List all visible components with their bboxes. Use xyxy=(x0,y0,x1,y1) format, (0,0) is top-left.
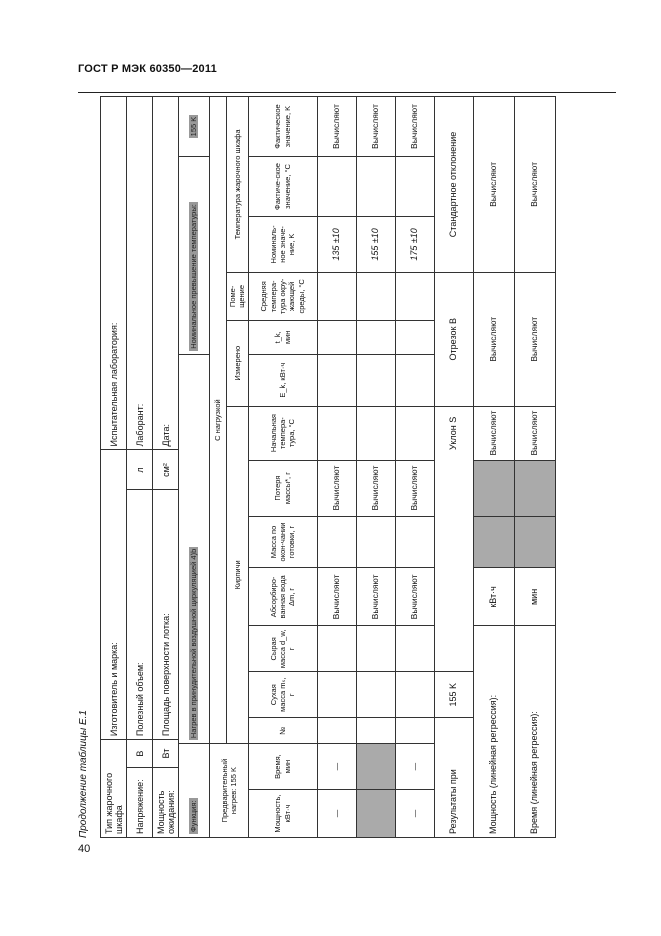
info-row xyxy=(127,97,153,838)
power-reg-unit: кВт·ч xyxy=(473,568,514,626)
slope-label: Уклон S xyxy=(434,406,473,460)
power-cell: — xyxy=(395,790,434,838)
col-wet-mass: Сырая масса d_w, г xyxy=(248,626,317,672)
oven-temp-label: Температура жарочного шкафа xyxy=(227,97,249,273)
absorbed-cell: Вычисляют xyxy=(395,568,434,626)
function-row xyxy=(179,97,210,838)
wet-mass-cell xyxy=(356,626,395,672)
voltage-label: Напряжение: xyxy=(127,768,153,838)
shaded-cell xyxy=(514,460,555,516)
mass-end-cell xyxy=(395,516,434,568)
col-actual-k: Фактическое значение, K xyxy=(248,97,317,157)
absorbed-cell: Вычисляют xyxy=(317,568,356,626)
start-temp-cell xyxy=(317,406,356,460)
function-label: Функция: xyxy=(179,744,210,838)
dry-mass-cell xyxy=(317,672,356,718)
table-row xyxy=(395,97,434,838)
actual-cell xyxy=(395,157,434,217)
table-row xyxy=(356,97,395,838)
nominal-cell: 135 ±10 xyxy=(317,216,356,272)
intercept-label: Отрезок B xyxy=(434,272,473,406)
group-row xyxy=(210,97,227,838)
results-gap xyxy=(434,460,473,672)
time-cell: — xyxy=(317,744,356,790)
intercept-time: Вычисляют xyxy=(514,272,555,406)
col-actual: Фактиче-ское значение, °C xyxy=(248,157,317,217)
subgroup-row xyxy=(227,97,249,838)
measured-label: Измерено xyxy=(227,320,249,406)
shaded-cell xyxy=(473,516,514,568)
wet-mass-cell xyxy=(317,626,356,672)
nominal-cell: 155 ±10 xyxy=(356,216,395,272)
absorbed-cell: Вычисляют xyxy=(356,568,395,626)
intercept-power: Вычисляют xyxy=(473,272,514,406)
mass-loss-cell: Вычисляют xyxy=(317,460,356,516)
col-time: Время, мин xyxy=(248,744,317,790)
column-header-row xyxy=(248,97,317,838)
col-nominal: Номиналь-ное значе-ние, K xyxy=(248,216,317,272)
document-header: ГОСТ Р МЭК 60350—2011 xyxy=(78,63,217,75)
standby-unit: Вт xyxy=(153,740,179,768)
manufacturer-label: Изготовитель и марка: xyxy=(101,450,127,740)
dry-mass-cell xyxy=(356,672,395,718)
std-dev-time: Вычисляют xyxy=(514,97,555,273)
col-start-temp: Начальная темпера-тура, °C xyxy=(248,406,317,460)
preheat-label: Предварительный нагрев: 155 K xyxy=(210,744,249,838)
date-label: Дата: xyxy=(153,97,179,450)
table-caption: Продолжение таблицы Е.1 xyxy=(78,710,89,838)
start-temp-cell xyxy=(395,406,434,460)
shaded-cell xyxy=(514,516,555,568)
info-row xyxy=(101,97,127,838)
rotated-table-area xyxy=(78,96,616,838)
results-row xyxy=(434,97,473,838)
time-regression-row xyxy=(514,97,555,838)
std-dev-power: Вычисляют xyxy=(473,97,514,273)
standby-label: Мощность ожидания: xyxy=(153,768,179,838)
actual-k-cell: Вычисляют xyxy=(356,97,395,157)
col-power: Мощность, кВт·ч xyxy=(248,790,317,838)
voltage-unit: В xyxy=(127,740,153,768)
col-mass-end: Масса по окон-чании готовки, г xyxy=(248,516,317,568)
actual-cell xyxy=(317,157,356,217)
wet-mass-cell xyxy=(395,626,434,672)
mass-loss-cell: Вычисляют xyxy=(395,460,434,516)
time-cell xyxy=(356,744,395,790)
slope-power: Вычисляют xyxy=(473,406,514,460)
info-table xyxy=(100,96,179,838)
std-dev-label: Стандартное отклонение xyxy=(434,97,473,273)
volume-unit: л xyxy=(127,450,153,490)
col-no: № xyxy=(248,718,317,744)
time-reg-label: Время (линейная регрессия): xyxy=(514,626,555,838)
actual-k-cell: Вычисляют xyxy=(395,97,434,157)
energy-cell xyxy=(317,354,356,406)
mass-end-cell xyxy=(317,516,356,568)
tray-area-label: Площадь поверхности лотка: xyxy=(153,490,179,740)
tk-cell xyxy=(317,320,356,354)
page-number: 40 xyxy=(78,843,91,855)
oven-type-label: Тип жарочного шкафа xyxy=(101,740,127,838)
nominal-temp-label: Номинальное превышение температуры: xyxy=(179,157,210,355)
header-rule xyxy=(78,92,616,93)
measurement-table xyxy=(178,96,556,838)
tray-unit: см² xyxy=(153,450,179,490)
no-cell xyxy=(356,718,395,744)
volume-label: Полезный объем: xyxy=(127,490,153,740)
power-cell xyxy=(356,790,395,838)
ambient-cell xyxy=(317,272,356,320)
time-cell: — xyxy=(395,744,434,790)
mass-end-cell xyxy=(356,516,395,568)
results-label: Результаты при xyxy=(434,718,473,838)
with-load-label: С нагрузкой xyxy=(210,97,227,744)
no-cell xyxy=(317,718,356,744)
mass-loss-cell: Вычисляют xyxy=(356,460,395,516)
col-absorbed: Абсорбиро-ванная вода Δm, г xyxy=(248,568,317,626)
tk-cell xyxy=(356,320,395,354)
ambient-cell xyxy=(395,272,434,320)
col-energy: E_k, кВт·ч xyxy=(248,354,317,406)
power-cell: — xyxy=(317,790,356,838)
room-label: Поме-щение xyxy=(227,272,249,320)
shaded-cell xyxy=(473,460,514,516)
info-row xyxy=(153,97,179,838)
nominal-temp-value: 155 K xyxy=(179,97,210,157)
start-temp-cell xyxy=(356,406,395,460)
results-temp: 155 K xyxy=(434,672,473,718)
actual-k-cell: Вычисляют xyxy=(317,97,356,157)
slope-time: Вычисляют xyxy=(514,406,555,460)
tk-cell xyxy=(395,320,434,354)
power-regression-row xyxy=(473,97,514,838)
col-dry-mass: Сухая масса mₛ, г xyxy=(248,672,317,718)
nominal-cell: 175 ±10 xyxy=(395,216,434,272)
actual-cell xyxy=(356,157,395,217)
ambient-cell xyxy=(356,272,395,320)
energy-cell xyxy=(395,354,434,406)
heating-mode: Нагрев в принудительной воздушной циркуляцией 4)b xyxy=(179,354,210,743)
table-row xyxy=(317,97,356,838)
time-reg-unit: мин xyxy=(514,568,555,626)
laboratory-label: Испытательная лаборатория: xyxy=(101,97,127,450)
dry-mass-cell xyxy=(395,672,434,718)
energy-cell xyxy=(356,354,395,406)
no-cell xyxy=(395,718,434,744)
col-mass-loss: Потеря массы*, г xyxy=(248,460,317,516)
col-tk: t_k, мин xyxy=(248,320,317,354)
assistant-label: Лаборант: xyxy=(127,97,153,450)
col-ambient: Средняя темпера-тура окру-жающей среды, °C xyxy=(248,272,317,320)
bricks-label: Кирпичи xyxy=(227,406,249,744)
power-reg-label: Мощность (линейная регрессия): xyxy=(473,626,514,838)
